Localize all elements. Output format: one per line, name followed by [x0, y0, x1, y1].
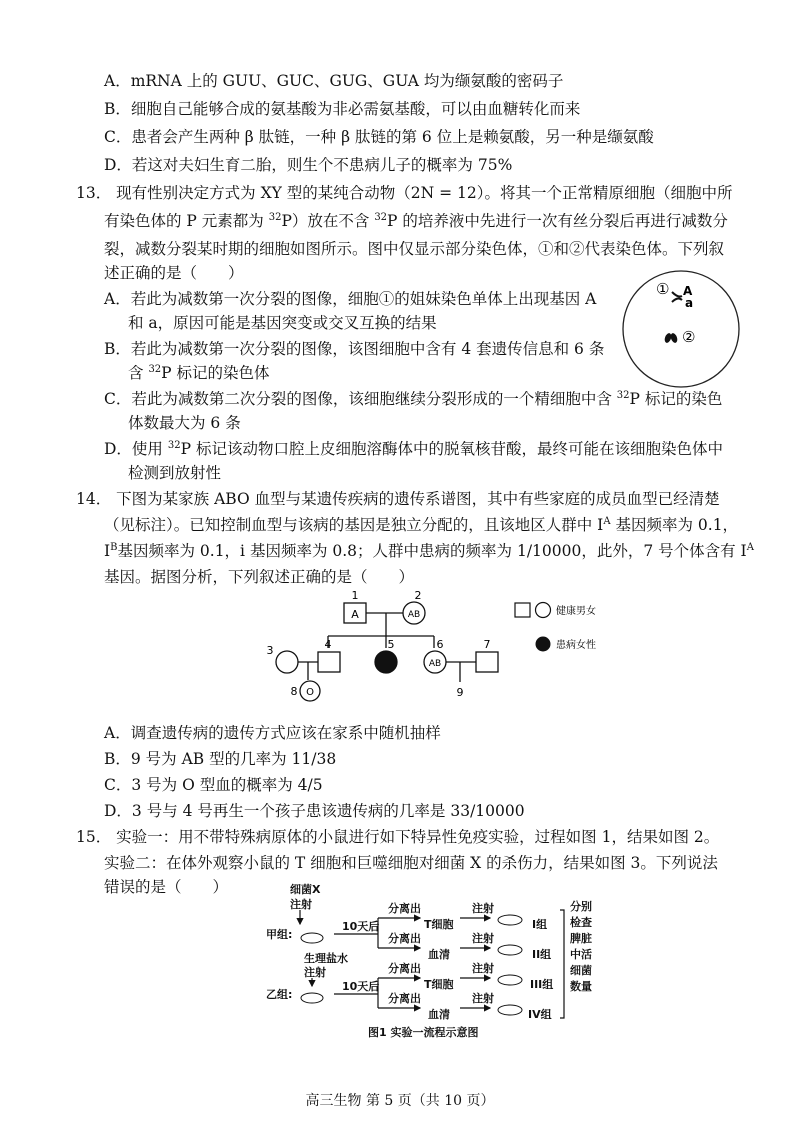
q14-option-a: A．调查遗传病的遗传方式应该在家系中随机抽样 [104, 724, 441, 742]
q12-option-d: D．若这对夫妇生育二胎，则生个不患病儿子的概率为 75% [104, 156, 513, 174]
label-group-1: I组 [532, 918, 548, 931]
q13-stem-line2: 有染色体的 P 元素都为 $^{32}$P）放在不含 $^{32}$P 的培养液中先进行一次有丝分裂后再进行减数分 [104, 211, 728, 230]
label-inject-2: 注射 [472, 932, 494, 945]
q14-option-c: C．3 号为 O 型血的概率为 4/5 [104, 776, 323, 794]
individual-7 [476, 652, 498, 672]
bloodtype-6: AB [428, 659, 442, 669]
mouse-group-1-icon [498, 915, 522, 925]
mouse-group-2-icon [498, 945, 522, 955]
label-separate-2: 分离出 [388, 932, 421, 945]
legend-male-icon [515, 603, 530, 617]
page-footer: 高三生物 第 5 页（共 10 页） [305, 1093, 495, 1109]
q13-option-d-line2: 检测到放射性 [128, 464, 222, 482]
q15-stem-line1: 15． 实验一：用不带特殊病原体的小鼠进行如下特异性免疫实验，过程如图 1，结果如图 2。 [76, 828, 720, 846]
legend-female-icon [536, 603, 551, 618]
individual-4 [318, 652, 340, 672]
label-separate-4: 分离出 [388, 992, 421, 1005]
individual-3 [276, 651, 298, 673]
label-group-4: IV组 [528, 1008, 552, 1021]
experiment-flow-figure [260, 880, 620, 1040]
gene-a-lower: a [685, 296, 694, 310]
chromosome-label-2: ② [682, 328, 696, 346]
label-group-2: II组 [532, 948, 552, 961]
label-inject-top: 注射 [290, 898, 312, 911]
q13-option-d-line1: D．使用 $^{32}$P 标记该动物口腔上皮细胞溶酶体中的脱氧核苷酸，最终可能在该细胞染色体中 [104, 439, 723, 458]
label-group-3: III组 [530, 978, 554, 991]
figure-caption: 图1 实验一流程示意图 [368, 1026, 479, 1039]
q13-stem-line1: 13． 现有性别决定方式为 XY 型的某纯合动物（2N = 12）。将其一个正常精原细胞（细胞中所 [76, 184, 733, 202]
label-6: 6 [436, 638, 444, 651]
legend-affected-icon [536, 637, 551, 652]
q12-option-a: A．mRNA 上的 GUU、GUC、GUG、GUA 均为缬氨酸的密码子 [104, 72, 564, 90]
label-5: 5 [387, 638, 395, 651]
chromosome-1 [672, 292, 682, 302]
q13-option-b-line2: 含 $^{32}$P 标记的染色体 [128, 363, 270, 382]
legend-healthy: 健康男女 [556, 606, 596, 617]
label-saline: 生理盐水 [304, 952, 348, 965]
chromosome-2 [663, 332, 678, 343]
q13-option-b-line1: B．若此为减数第一次分裂的图像，该图细胞中含有 4 套遗传信息和 6 条 [104, 340, 605, 358]
side-label-3: 脾脏 [570, 932, 592, 945]
label-tcell-2: T细胞 [424, 978, 454, 991]
label-inject-3: 注射 [472, 962, 494, 975]
mouse-group-3-icon [498, 975, 522, 985]
label-inject-1: 注射 [472, 902, 494, 915]
bloodtype-1: A [351, 608, 359, 621]
mouse-yi-icon [301, 993, 323, 1003]
individual-5-affected [375, 651, 397, 673]
q15-stem-line2: 实验二：在体外观察小鼠的 T 细胞和巨噬细胞对细菌 X 的杀伤力，结果如图 3。下列说法 [104, 854, 718, 872]
label-inject-mid: 注射 [304, 966, 326, 979]
label-bacteria-x: 细菌X [290, 883, 321, 896]
mouse-group-4-icon [498, 1005, 522, 1015]
label-3: 3 [266, 644, 274, 657]
label-10-days-jia: 10天后 [342, 920, 380, 933]
mouse-jia-icon [301, 933, 323, 943]
label-group-yi: 乙组: [266, 988, 293, 1001]
side-label-1: 分别 [570, 900, 592, 913]
label-separate-1: 分离出 [388, 902, 421, 915]
label-9: 9 [456, 686, 464, 699]
q12-option-b: B．细胞自己能够合成的氨基酸为非必需氨基酸，可以由血糖转化而来 [104, 100, 581, 118]
legend-affected: 患病女性 [556, 640, 596, 651]
label-2: 2 [414, 590, 422, 602]
side-label-2: 检查 [570, 916, 592, 929]
label-group-jia: 甲组: [266, 928, 293, 941]
label-8: 8 [290, 685, 298, 698]
q13-stem-line3: 裂，减数分裂某时期的细胞如图所示。图中仅显示部分染色体，①和②代表染色体。下列叙 [104, 240, 725, 258]
q13-option-a-line1: A．若此为减数第一次分裂的图像，细胞①的姐妹染色单体上出现基因 A [104, 290, 597, 308]
q12-option-c: C．患者会产生两种 β 肽链，一种 β 肽链的第 6 位上是赖氨酸，另一种是缬氨酸 [104, 128, 654, 146]
label-inject-4: 注射 [472, 992, 494, 1005]
q14-stem-line3: $I^B$基因频率为 0.1，i 基因频率为 0.8；人群中患病的频率为 1/10000，此外，7 号个体含有 $I^A$ [104, 541, 754, 560]
label-10-days-yi: 10天后 [342, 980, 380, 993]
bloodtype-8: O [306, 687, 314, 698]
q13-option-c-line1: C．若此为减数第二次分裂的图像，该细胞继续分裂形成的一个精细胞中含 $^{32}$P 标记的染色 [104, 389, 723, 408]
label-serum-2: 血清 [428, 1008, 450, 1021]
q13-stem-line4: 述正确的是（ ） [104, 264, 244, 282]
q13-option-c-line2: 体数最大为 6 条 [128, 414, 241, 432]
q14-option-b: B．9 号为 AB 型的几率为 11/38 [104, 750, 337, 768]
gene-a-upper: A [683, 284, 693, 298]
cell-membrane [623, 271, 739, 387]
q13-option-a-line2: 和 a，原因可能是基因突变或交叉互换的结果 [128, 314, 437, 332]
q14-stem-line4: 基因。据图分析，下列叙述正确的是（ ） [104, 568, 415, 586]
cell-diagram [620, 268, 742, 390]
side-label-4: 中活 [570, 948, 592, 961]
label-serum-1: 血清 [428, 948, 450, 961]
label-7: 7 [483, 638, 491, 651]
label-1: 1 [351, 590, 359, 602]
side-label-6: 数量 [570, 980, 592, 993]
label-4: 4 [324, 638, 332, 651]
label-tcell-1: T细胞 [424, 918, 454, 931]
label-separate-3: 分离出 [388, 962, 421, 975]
chromosome-label-1: ① [656, 280, 670, 298]
q14-stem-line1: 14． 下图为某家族 ABO 血型与某遗传疾病的遗传系谱图，其中有些家庭的成员血型已经清楚 [76, 490, 720, 508]
bloodtype-2: AB [407, 610, 421, 620]
pedigree-chart [260, 590, 660, 715]
q14-option-d: D．3 号与 4 号再生一个孩子患该遗传病的几率是 33/10000 [104, 802, 525, 820]
q15-stem-line3: 错误的是（ ） [104, 878, 229, 896]
q14-stem-line2: （见标注）。已知控制血型与该病的基因是独立分配的，且该地区人群中 $I^A$ 基因频率为 0.1， [104, 515, 739, 534]
side-label-5: 细菌 [570, 964, 592, 977]
